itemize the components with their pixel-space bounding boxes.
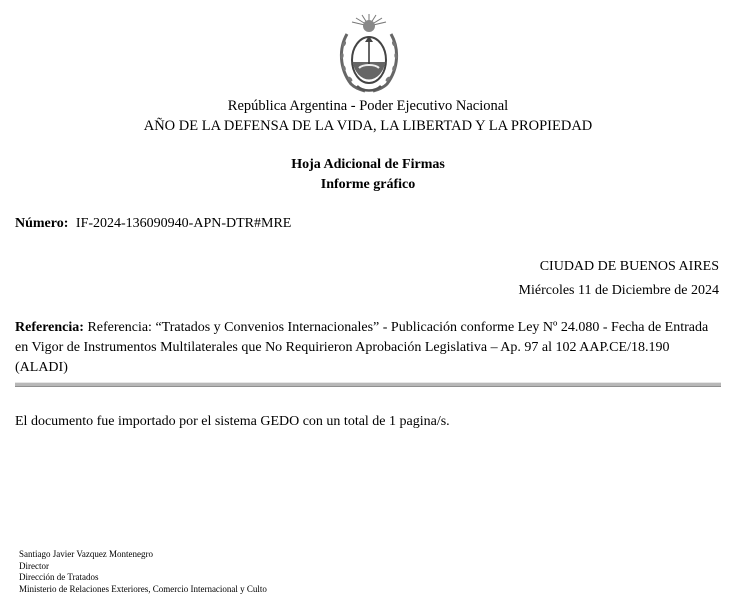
signer-ministry: Ministerio de Relaciones Exteriores, Comercio Internacional y Culto <box>19 583 267 594</box>
reference-text: Referencia: “Tratados y Convenios Internacionales” - Publicación conforme Ley Nº 24.080 - Fecha de Entrada en Vigor de Instrumentos Multilaterales que No Requirieron Aprobación Legislativa – Ap. 97 al 102 AAP.CE/18.190 (ALADI) <box>15 320 709 375</box>
document-number-label: Número: <box>15 216 69 231</box>
document-date: Miércoles 11 de Diciembre de 2024 <box>518 283 719 298</box>
document-subtitle: Informe gráfico <box>320 177 416 192</box>
document-reference <box>15 318 721 378</box>
signer-office: Dirección de Tratados <box>19 572 99 582</box>
document-number-value: IF-2024-136090940-APN-DTR#MRE <box>75 216 292 231</box>
coat-of-arms-icon <box>335 12 403 94</box>
signer-name: Santiago Javier Vazquez Montenegro <box>19 549 154 559</box>
signature-block <box>19 549 267 595</box>
signer-position: Director <box>19 560 49 571</box>
header-year-motto: AÑO DE LA DEFENSA DE LA VIDA, LA LIBERTAD Y LA PROPIEDAD <box>143 118 593 134</box>
section-divider <box>15 382 721 387</box>
document-body: El documento fue importado por el sistema GEDO con un total de 1 pagina/s. <box>15 414 450 429</box>
document-city: CIUDAD DE BUENOS AIRES <box>539 259 719 274</box>
document-title: Hoja Adicional de Firmas <box>291 157 445 172</box>
reference-label: Referencia: <box>15 320 84 335</box>
header-institution: República Argentina - Poder Ejecutivo Nacional <box>227 98 509 114</box>
document-number <box>15 215 291 233</box>
